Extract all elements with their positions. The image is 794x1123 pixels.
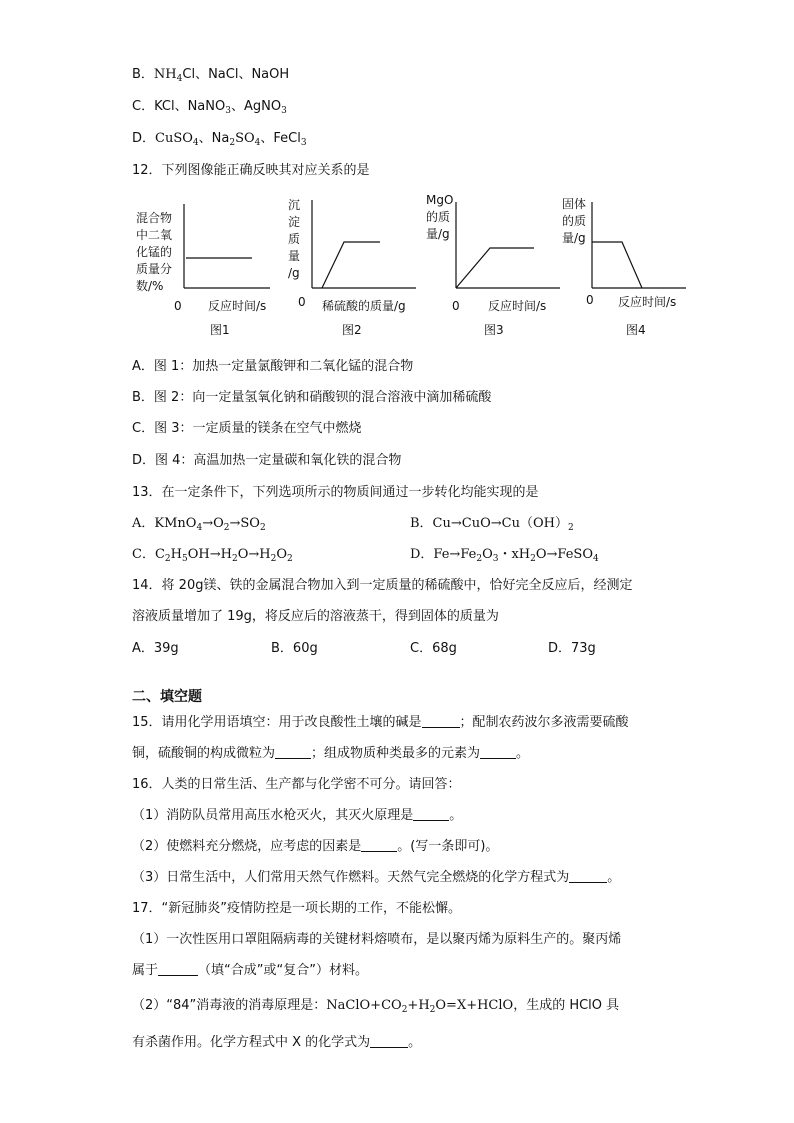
q14-option-a: A．39g <box>132 641 179 656</box>
q13-option-a: A．$KMnO_4\to O_2\to SO_2$ <box>132 516 266 533</box>
graph4-ylabel-1: 固体 <box>562 197 587 211</box>
graph1-ylabel-3: 化锰的 <box>136 245 173 259</box>
q13-option-b: B．$Cu\to CuO\to Cu(OH)_2$ <box>410 516 574 533</box>
q17-stem: 17．“新冠肺炎”疫情防控是一项长期的工作，不能松懈。 <box>132 901 462 916</box>
q14-option-b: B．60g <box>271 641 318 656</box>
graph3-ylabel-2: 的质 <box>426 210 451 224</box>
graph3-origin: 0 <box>452 299 460 313</box>
q15-blank-1 <box>422 714 460 728</box>
q16-blank-2 <box>361 838 397 852</box>
q17-equation: $NaClO+CO_2+H_2O=X+HClO$ <box>326 998 514 1015</box>
q13-stem: 13．在一定条件下，下列选项所示的物质间通过一步转化均能实现的是 <box>132 485 539 500</box>
graph2-xlabel: 稀硫酸的质量/g <box>322 299 406 313</box>
q11-option-d: D．CuSO$_4$、$Na_2SO_4$、FeCl$_3$ <box>132 131 307 148</box>
graph4-xlabel: 反应时间/s <box>618 295 677 309</box>
q17-part-2-line-2: 有杀菌作用。化学方程式中 X 的化学式为 。 <box>132 1035 422 1050</box>
q12-stem: 12．下列图像能正确反映其对应关系的是 <box>132 163 370 178</box>
graph3-ylabel-3: 量/g <box>426 227 450 241</box>
graph2-origin: 0 <box>298 295 306 309</box>
q16-part-1: （1）消防队员常用高压水枪灭火，其灭火原理是 。 <box>132 808 463 823</box>
graph2-caption: 图2 <box>342 323 362 337</box>
graph2-ylabel-5: /g <box>288 266 300 280</box>
q14-line-1: 14．将 20g镁、铁的金属混合物加入到一定质量的稀硫酸中，恰好完全反应后，经测定 <box>132 578 633 593</box>
section-heading-fill-in: 二、填空题 <box>132 689 202 705</box>
graph3-caption: 图3 <box>484 323 504 337</box>
graph4-origin: 0 <box>586 293 594 307</box>
graph3-line <box>456 248 534 288</box>
q12-option-b: B．图 2：向一定量氢氧化钠和硝酸钡的混合溶液中滴加稀硫酸 <box>132 390 492 405</box>
q11-option-c: C．KCl、NaNO$_3$、AgNO$_3$ <box>132 99 287 116</box>
graph3-xlabel: 反应时间/s <box>488 299 547 313</box>
graph1-caption: 图1 <box>210 323 230 337</box>
graph2-ylabel-3: 质 <box>288 232 301 246</box>
q14-line-2: 溶液质量增加了 19g，将反应后的溶液蒸干，得到固体的质量为 <box>132 609 499 624</box>
q12-option-c: C．图 3：一定质量的镁条在空气中燃烧 <box>132 421 362 436</box>
q14-option-d: D．73g <box>548 641 596 656</box>
q13-option-c: C．$C_2H_5OH\to H_2O\to H_2O_2$ <box>132 547 293 564</box>
q17-blank-1 <box>158 962 198 976</box>
graph1-ylabel-1: 混合物 <box>136 211 173 225</box>
graph2-ylabel-4: 量 <box>288 249 301 263</box>
graph-1 <box>132 192 282 342</box>
q16-part-2: （2）使燃料充分燃烧，应考虑的因素是 。(写一条即可)。 <box>132 839 499 854</box>
q16-stem: 16．人类的日常生活、生产都与化学密不可分。请回答： <box>132 777 461 792</box>
q12-option-d: D．图 4：高温加热一定量碳和氧化铁的混合物 <box>132 453 402 468</box>
q15-line-1: 15．请用化学用语填空：用于改良酸性土壤的碱是 ；配制农药波尔多液需要硫酸 <box>132 715 629 730</box>
graph1-ylabel-5: 数/% <box>136 279 164 293</box>
q17-part-1-line-1: （1）一次性医用口罩阻隔病毒的关键材料熔喷布，是以聚丙烯为原料生产的。聚丙烯 <box>132 932 622 947</box>
q13-option-d: D．$Fe\to Fe_2O_3$・$xH_2O\to FeSO_4$ <box>410 547 599 564</box>
graph4-line <box>592 242 642 288</box>
q12-option-a: A．图 1：加热一定量氯酸钾和二氧化锰的混合物 <box>132 359 414 374</box>
graph2-ylabel-2: 淀 <box>288 215 301 229</box>
graph-2 <box>284 192 424 342</box>
q17-part-1-line-2: 属于 （填“合成”或“复合”）材料。 <box>132 963 368 978</box>
graph4-ylabel-2: 的质 <box>562 214 587 228</box>
q15-blank-2 <box>275 745 311 759</box>
q15-line-2: 铜，硫酸铜的构成微粒为 ；组成物质种类最多的元素为 。 <box>132 746 530 761</box>
q16-blank-1 <box>413 807 449 821</box>
q16-blank-3 <box>569 869 607 883</box>
q11-option-b: B．$NH_4Cl$、NaCl、NaOH <box>132 67 290 84</box>
q17-part-2-line-1: （2）“84”消毒液的消毒原理是：$NaClO+CO_2+H_2O=X+HClO$，生成的 HClO 具 <box>132 998 620 1015</box>
q15-blank-3 <box>480 745 516 759</box>
q16-part-3: （3）日常生活中，人们常用天然气作燃料。天然气完全燃烧的化学方程式为 。 <box>132 870 621 885</box>
graph2-ylabel-1: 沉 <box>288 198 301 212</box>
q17-blank-2 <box>370 1034 408 1048</box>
graph2-line <box>322 242 380 288</box>
q14-option-c: C．68g <box>410 641 457 656</box>
graph1-origin: 0 <box>174 299 182 313</box>
graph1-xlabel: 反应时间/s <box>208 299 267 313</box>
graph1-ylabel-2: 中二氧 <box>136 228 173 242</box>
graph1-ylabel-4: 质量分 <box>136 262 173 276</box>
graph3-ylabel-1: MgO <box>426 193 454 207</box>
graph-4 <box>560 186 690 342</box>
graph4-caption: 图4 <box>626 323 646 337</box>
graph-3 <box>424 186 564 342</box>
graph4-ylabel-3: 量/g <box>562 231 586 245</box>
